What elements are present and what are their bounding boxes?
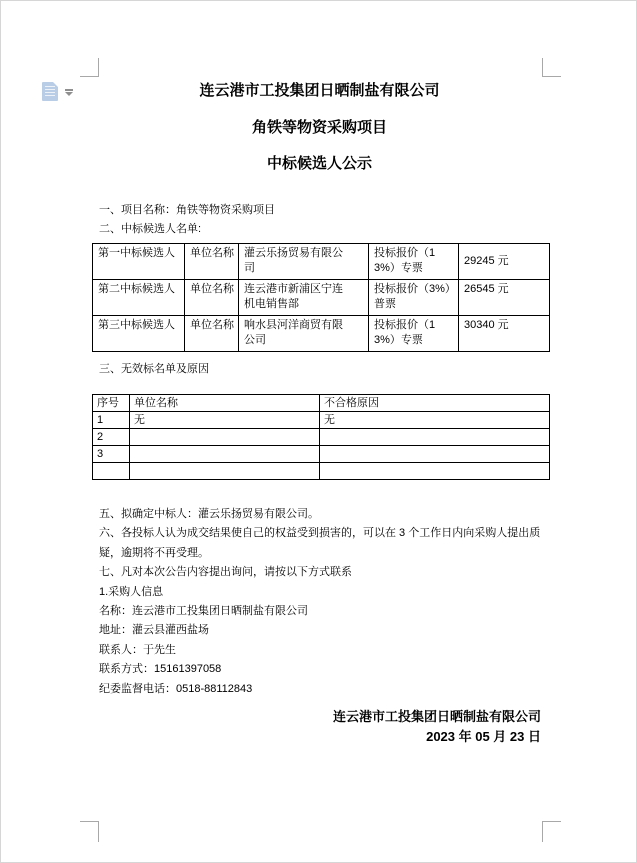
field-label: 单位名称: [185, 316, 239, 352]
invalid-reason: [320, 463, 550, 480]
table-row: [93, 446, 550, 463]
section-7-contact-heading: 七、凡对本次公告内容提出询问，请按以下方式联系: [99, 566, 352, 579]
table-row: [93, 316, 550, 352]
field-label: 单位名称: [185, 280, 239, 316]
row-index: 1: [93, 412, 130, 429]
section-2-candidates-heading: 二、中标候选人名单:: [99, 223, 202, 236]
margin-crop-mark-bottom-left: [80, 821, 99, 842]
signature-date: 2023 年 05 月 23 日: [426, 728, 541, 744]
purchaser-info-heading: 1.采购人信息: [99, 585, 164, 598]
table-row: [93, 429, 550, 446]
invalid-company: [130, 446, 320, 463]
candidate-rank: 第三中标候选人: [93, 316, 185, 352]
column-header: 不合格原因: [320, 395, 550, 412]
margin-crop-mark-bottom-right: [542, 821, 561, 842]
section-6-objection-notice: 六、各投标人认为成交结果使自己的权益受到损害的，可以在 3 个工作日内向采购人提出质疑，逾期将不再受理。: [99, 527, 541, 559]
invalid-company: [130, 463, 320, 480]
invalid-reason: [320, 429, 550, 446]
table-row: [93, 463, 550, 480]
table-header-row: [93, 395, 550, 412]
row-index: 2: [93, 429, 130, 446]
paste-clipboard-icon: [42, 82, 58, 101]
column-header: 序号: [93, 395, 130, 412]
quote-price: 30340 元: [459, 316, 550, 352]
invalid-bids-table: [92, 394, 550, 480]
quote-label: 投标报价（13%）专票: [369, 244, 459, 280]
signature-company: 连云港市工投集团日晒制盐有限公司: [332, 709, 541, 724]
purchaser-contact-person: 联系人：于先生: [99, 643, 176, 656]
row-index: 3: [93, 446, 130, 463]
candidates-table: [92, 243, 550, 352]
invalid-company: [130, 429, 320, 446]
supervision-phone: 纪委监督电话：0518-88112843: [99, 682, 253, 695]
invalid-reason: 无: [320, 412, 550, 429]
company-name: 响水县河洋商贸有限公司: [239, 316, 369, 352]
invalid-company: 无: [130, 412, 320, 429]
section-project-name-block: [99, 201, 546, 240]
field-label: 单位名称: [185, 244, 239, 280]
section-1-project-name: 一、项目名称：角铁等物资采购项目: [99, 204, 275, 216]
purchaser-phone: 联系方式：15161397058: [99, 663, 222, 676]
doc-title-company: 连云港市工投集团日晒制盐有限公司: [199, 82, 440, 99]
company-name: 连云港市新浦区宁连机电销售部: [239, 280, 369, 316]
section-3-invalid-bids-heading: [99, 360, 546, 379]
chevron-down-icon[interactable]: [65, 89, 73, 96]
company-name: 灌云乐扬贸易有限公司: [239, 244, 369, 280]
row-index: [93, 463, 130, 480]
quote-price: 29245 元: [459, 244, 550, 280]
candidate-rank: 第一中标候选人: [93, 244, 185, 280]
lower-text-block: [99, 505, 546, 699]
doc-title-announcement: 中标候选人公示: [266, 155, 372, 172]
doc-title-project: 角铁等物资采购项目: [251, 119, 387, 136]
table-row: [93, 280, 550, 316]
margin-crop-mark-top-left: [80, 58, 99, 77]
quote-price: 26545 元: [459, 280, 550, 316]
table-row: [93, 244, 550, 280]
section-3-text: 三、无效标名单及原因: [99, 363, 209, 375]
purchaser-address: 地址：灌云县灌西盐场: [99, 624, 209, 637]
invalid-reason: [320, 446, 550, 463]
quote-label: 投标报价（3%）普票: [369, 280, 459, 316]
margin-crop-mark-top-right: [542, 58, 561, 77]
candidate-rank: 第二中标候选人: [93, 280, 185, 316]
column-header: 单位名称: [130, 395, 320, 412]
paste-options-button[interactable]: [42, 82, 74, 104]
section-5-winner: 五、拟确定中标人：灌云乐扬贸易有限公司。: [99, 508, 319, 520]
signature-block: [98, 707, 541, 746]
table-row: [93, 412, 550, 429]
purchaser-name: 名称：连云港市工投集团日晒制盐有限公司: [99, 605, 308, 618]
quote-label: 投标报价（13%）专票: [369, 316, 459, 352]
